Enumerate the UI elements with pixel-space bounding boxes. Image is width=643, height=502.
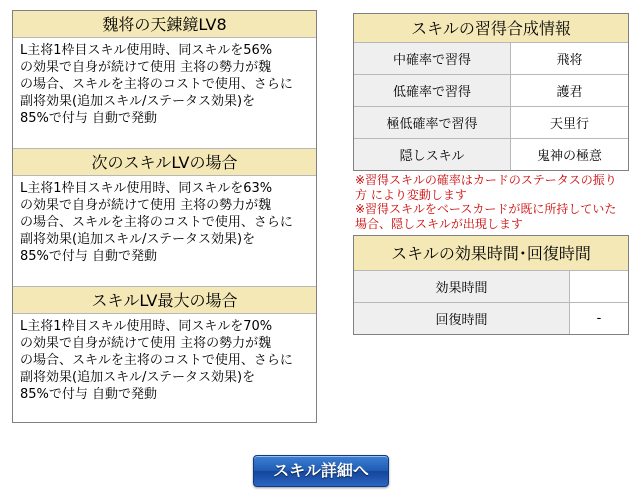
description-line: の場合、スキルを主将のコストで使用、さらに xyxy=(20,77,293,92)
acquisition-label: 極低確率で習得 xyxy=(354,107,511,139)
note-line: 場合、隠しスキルが出現します xyxy=(355,216,523,231)
description-line: の場合、スキルを主将のコストで使用、さらに xyxy=(20,215,293,230)
acquisition-table xyxy=(354,43,628,170)
acquisition-label: 中確率で習得 xyxy=(354,43,511,75)
table-row xyxy=(354,43,628,75)
effect-time-panel xyxy=(353,235,629,335)
acquisition-panel xyxy=(353,13,629,171)
acquisition-notes xyxy=(355,173,635,231)
description-line: 85%で付与 自動で発動 xyxy=(20,387,158,402)
description-line: L主将1枠目スキル使用時、同スキルを63% xyxy=(20,181,273,196)
skill-title-max-level: スキルLV最大の場合 xyxy=(13,287,316,314)
skill-title-current: 魏将の天錬鏡LV8 xyxy=(13,11,316,38)
description-line: L主将1枠目スキル使用時、同スキルを56% xyxy=(20,43,273,58)
recovery-time-value: - xyxy=(570,303,629,335)
description-line: 85%で付与 自動で発動 xyxy=(20,249,158,264)
description-line: 副将効果(追加スキル/ステータス効果)を xyxy=(20,232,256,247)
skill-description-current xyxy=(13,38,316,149)
note-line: ※習得スキルをベースカードが既に所持していた xyxy=(355,202,617,216)
table-row xyxy=(354,107,628,139)
description-line: 副将効果(追加スキル/ステータス効果)を xyxy=(20,370,256,385)
acquisition-skill: 護君 xyxy=(511,75,629,107)
description-line: L主将1枠目スキル使用時、同スキルを70% xyxy=(20,319,273,334)
skill-detail-button[interactable]: スキル詳細へ xyxy=(253,455,389,487)
table-row xyxy=(354,303,628,335)
skill-description-max-level xyxy=(13,314,316,425)
skill-title-next-level: 次のスキルLVの場合 xyxy=(13,149,316,176)
acquisition-label: 低確率で習得 xyxy=(354,75,511,107)
acquisition-skill: 天里行 xyxy=(511,107,629,139)
acquisition-label: 隠しスキル xyxy=(354,139,511,171)
skill-detail-panel xyxy=(12,10,317,423)
recovery-time-label: 回復時間 xyxy=(354,303,570,335)
description-line: の場合、スキルを主将のコストで使用、さらに xyxy=(20,353,293,368)
acquisition-title: スキルの習得合成情報 xyxy=(354,14,628,43)
description-line: の効果で自身が続けて使用 主将の勢力が魏 xyxy=(20,60,272,75)
acquisition-skill: 飛将 xyxy=(556,53,583,68)
description-line: 85%で付与 自動で発動 xyxy=(20,111,158,126)
description-line: 副将効果(追加スキル/ステータス効果)を xyxy=(20,94,256,109)
table-row xyxy=(354,271,628,303)
description-line: の効果で自身が続けて使用 主将の勢力が魏 xyxy=(20,198,272,213)
note-line: 方 により変動します xyxy=(355,187,467,202)
effect-time-title: スキルの効果時間･回復時間 xyxy=(354,236,628,271)
effect-duration-value xyxy=(570,271,629,303)
note-line: ※習得スキルの確率はカードのステータスの振り xyxy=(355,173,617,187)
effect-duration-label: 効果時間 xyxy=(354,271,570,303)
description-line: の効果で自身が続けて使用 主将の勢力が魏 xyxy=(20,336,272,351)
effect-time-table xyxy=(354,271,628,334)
skill-description-next-level xyxy=(13,176,316,287)
acquisition-skill: 鬼神の極意 xyxy=(511,139,629,171)
table-row xyxy=(354,75,628,107)
table-row xyxy=(354,139,628,171)
